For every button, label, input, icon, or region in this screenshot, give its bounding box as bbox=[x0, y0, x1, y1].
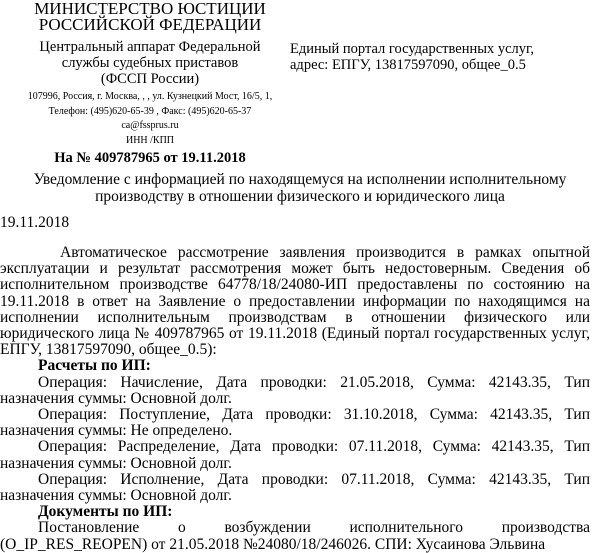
operation-item: Операция: Начисление, Дата проводки: 21.05.2018, Сумма: 42143.35, Тип назначения суммы: Основной долг. bbox=[0, 373, 590, 407]
phone-line: Телефон: (495)620-65-39 , Факс: (495)620-65-37 bbox=[48, 105, 252, 117]
inn-kpp-line: ИНН /КПП bbox=[125, 134, 175, 146]
document-date: 19.11.2018 bbox=[0, 214, 70, 231]
documents-heading: Документы по ИП: bbox=[38, 503, 173, 521]
office-line-1: Центральный аппарат Федеральной bbox=[39, 39, 261, 55]
office-line-2: службы судебных приставов bbox=[61, 55, 239, 71]
recipient-block bbox=[290, 41, 590, 73]
sender-block bbox=[0, 0, 300, 166]
email-line: ca@fssprus.ru bbox=[121, 120, 179, 131]
office-name bbox=[0, 39, 300, 87]
address-line: 107996, Россия, г. Москва, , , ул. Кузнецкий Мост, 16/5, 1, bbox=[27, 91, 273, 102]
document-item: Постановление о возбуждении исполнительного производства (O_IP_RES_REOPEN) от 21.05.2018 №24080/18/246026. СПИ: Хусаинова Эльвина bbox=[0, 519, 590, 553]
recipient-line-1: Единый портал государственных услуг, bbox=[290, 41, 534, 57]
ministry-line-2: РОССИЙСКОЙ ФЕДЕРАЦИИ bbox=[38, 15, 262, 34]
operation-item: Операция: Распределение, Дата проводки: 07.11.2018, Сумма: 42143.35, Тип назначения суммы: Основной долг. bbox=[0, 438, 590, 472]
operation-item: Операция: Поступление, Дата проводки: 31.10.2018, Сумма: 42143.35, Тип назначения суммы: Не определено. bbox=[0, 406, 590, 440]
intro-paragraph: Автоматическое рассмотрение заявления производится в рамках опытной эксплуатации и результат рассмотрения может быть недостоверным. Сведения об исполнительном производстве 64778/18/24080-ИП предоставлены по состоянию на 19.11.2018 в ответ на Заявление о предоставлении информации по находящимся на исполнении исполнительным производствам в отношении физического или юридического лица № 409787965 от 19.11.2018 (Единый портал государственных услуг, ЕПГУ, 13817597090, общее_0.5): bbox=[0, 244, 590, 359]
recipient-line-2: адрес: ЕПГУ, 13817597090, общее_0.5 bbox=[290, 57, 526, 73]
document-number: На № 409787965 от 19.11.2018 bbox=[54, 150, 246, 166]
title-line-2: производству в отношении физического и юридического лица bbox=[95, 188, 505, 205]
ministry-line-1: МИНИСТЕРСТВО ЮСТИЦИИ bbox=[34, 0, 266, 18]
document-body bbox=[0, 245, 590, 553]
title-line-1: Уведомление с информацией по находящемуся на исполнении исполнительному bbox=[33, 171, 567, 188]
operation-item: Операция: Исполнение, Дата проводки: 07.11.2018, Сумма: 42143.35, Тип назначения суммы: Основной долг. bbox=[0, 470, 590, 505]
payments-heading: Расчеты по ИП: bbox=[38, 357, 151, 375]
office-line-3: (ФССП России) bbox=[100, 71, 200, 87]
document-title bbox=[0, 171, 600, 205]
ministry-name bbox=[0, 1, 300, 33]
contact-details bbox=[0, 90, 300, 148]
